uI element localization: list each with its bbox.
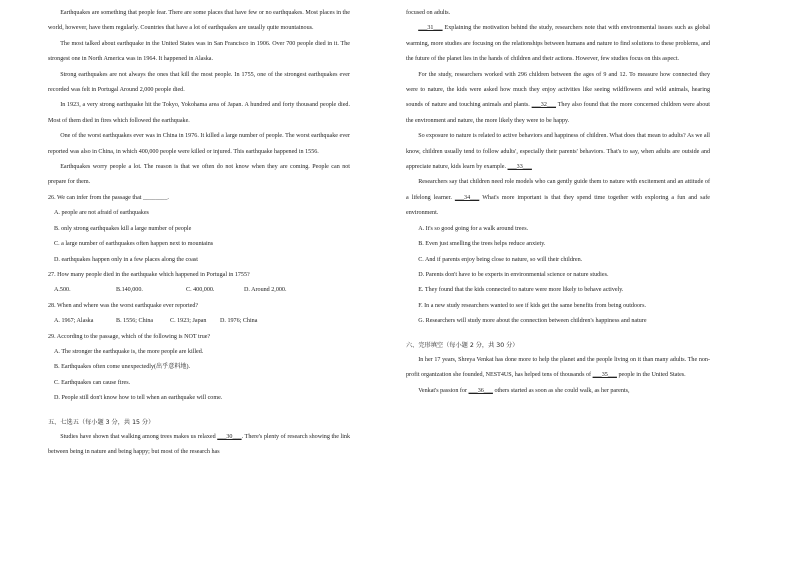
option-c: C. And if parents enjoy being close to nature, so will their children.: [418, 256, 583, 263]
passage-paragraph-2: The most talked about earthquake in the United States was in San Francisco in 1906. Over 700 people died in it. The strongest one in North America was in 1964. It happened in Alaska.: [48, 40, 350, 63]
passage-paragraph-1: Earthquakes are something that people fear. There are some places that have few or no earthquakes. Most places in the world, however, have them regularly. Countries that have a lot of earthquakes are usually quite mountainous.: [48, 10, 350, 32]
paragraph-32-text-a: For the study, researchers worked with 296 children between the ages of 9 and 12. To measure how connected they were to nature, the kids were asked how much they enjoy activities like seeing wildflowers and wild animals, hearing sounds of nature and touching animals and plants.: [406, 71, 710, 109]
paragraph-34-text-a: Researchers say that children need role models who can gently guide them to nature with excitement and an attitude of a lifelong learner.: [406, 179, 710, 201]
passage-paragraph-4: In 1923, a very strong earthquake hit the Tokyo, Yokohama area of Japan. A hundred and forty thousand people died. Most of them died in fires which followed the earthquake.: [48, 102, 350, 124]
question-26-option-c: C. a large number of earthquakes often happen next to mountains: [54, 241, 214, 248]
question-26-stem: 26. We can infer from the passage that ________.: [48, 194, 169, 201]
section-6-text-c: Venkat's passion for: [418, 387, 468, 394]
question-27-option-b: B.140,000.: [116, 287, 143, 294]
question-28-option-d: D. 1976; China: [220, 318, 258, 325]
question-26-option-d: D. earthquakes happen only in a few places along the coast: [54, 256, 198, 263]
question-27-option-a: A.500.: [54, 287, 71, 294]
blank-30: ___30___: [217, 433, 242, 440]
section-5-paragraph-1: [48, 430, 350, 461]
question-27-option-c: C. 400,000.: [186, 287, 215, 294]
section-5-title: 五、七选五（每小题 3 分，共 15 分）: [48, 418, 155, 426]
question-29-option-d: D. People still don't know how to tell when an earthquake will come.: [54, 395, 223, 402]
question-29-option-a: A. The stronger the earthquake is, the more people are killed.: [54, 348, 204, 355]
option-d: D. Parents don't have to be experts in environmental science or nature studies.: [418, 271, 609, 278]
section-6-text-a: In her 17 years, Shreya Venkat has done more to help the planet and the people living on it than many adults. The non-profit organization she founded, NEST4US, has helped tens of thousands of: [406, 356, 710, 379]
question-28-option-b: B. 1556; China: [116, 318, 154, 325]
paragraph-33: [406, 129, 710, 175]
question-28-option-c: C. 1923; Japan: [170, 318, 207, 325]
paragraph-34-text-b: What's more important is that they spend time together with exploring a fun and safe environment.: [406, 194, 710, 217]
paragraph-31: [406, 21, 710, 67]
blank-31: ___31___: [418, 25, 443, 32]
paragraph-32-text-b: They also found that the more concerned children were about the environment and nature, the more likely they were to be happy.: [406, 102, 710, 124]
question-29-option-c: C. Earthquakes can cause fires.: [54, 379, 131, 386]
section-6-text-b: people in the United States.: [616, 372, 686, 379]
passage-paragraph-6: Earthquakes worry people a lot. The reason is that we often do not know when they are coming. People can not prepare for them.: [48, 164, 350, 186]
option-e: E. They found that the kids connected to nature were more likely to behave actively.: [418, 287, 624, 294]
section-6-paragraph-2: [406, 384, 710, 399]
question-27-option-d: D. Around 2,000.: [244, 287, 287, 294]
question-26-option-a: A. people are not afraid of earthquakes: [54, 210, 149, 217]
section-5-text-b: . There's plenty of research showing the link between being in nature and being happy; but most of the research has: [48, 433, 350, 456]
blank-34: ___34___: [454, 194, 480, 201]
section-5-text-a: Studies have shown that walking among trees makes us relaxed: [60, 433, 216, 440]
left-column: [48, 0, 350, 461]
right-column: [406, 0, 710, 399]
option-g: G. Researchers will study more about the connection between children's happiness and nature: [418, 318, 647, 325]
section-6-paragraph-1: [406, 353, 710, 384]
question-28-stem: 28. When and where was the worst earthquake ever reported?: [48, 302, 199, 309]
section-6-title: 六、完形填空（每小题 2 分，共 30 分）: [406, 341, 519, 349]
section-6-text-d: others started as soon as she could walk, as her parents,: [492, 387, 630, 394]
blank-36: ___36___: [468, 387, 493, 394]
paragraph-32: [406, 68, 710, 130]
question-27-options: [48, 283, 350, 298]
paragraph-34: [406, 175, 710, 221]
option-a: A. It's so good going for a walk around trees.: [418, 225, 529, 232]
question-28-option-a: A. 1967; Alaska: [54, 318, 94, 325]
option-f: F. In a new study researchers wanted to see if kids get the same benefits from being outdoors.: [418, 302, 646, 309]
blank-35: ___35___: [592, 372, 617, 379]
blank-33: ___33___: [507, 164, 532, 171]
question-29-stem: 29. According to the passage, which of the following is NOT true?: [48, 333, 211, 340]
question-28-options: [48, 314, 350, 329]
passage-paragraph-3: Strong earthquakes are not always the ones that kill the most people. In 1755, one of the strongest earthquakes ever recorded was felt in Portugal Around 2,000 people died.: [48, 71, 350, 94]
question-26-option-b: B. only strong earthquakes kill a large number of people: [54, 225, 192, 232]
paragraph-33-text: So exposure to nature is related to active behaviors and happiness of children. What does that mean to adults? As we all know, children usually tend to follow adults', especially their parents' behaviors. That's to say, when adults are outside and appreciate nature, kids learn by example.: [406, 133, 710, 171]
continued-text: focused on adults.: [406, 10, 451, 16]
blank-32: ___32___: [531, 102, 557, 109]
question-29-option-b: B. Earthquakes often come unexpectedly(出乎意料地).: [54, 364, 191, 371]
question-27-stem: 27. How many people died in the earthquake which happened in Portugal in 1755?: [48, 271, 250, 278]
passage-paragraph-5: One of the worst earthquakes ever was in China in 1976. It killed a large number of people. The worst earthquake ever reported was also in China, in which 400,000 people were killed or injured. This earthquake happened in 1556.: [48, 133, 350, 155]
paragraph-31-text: Explaining the motivation behind the study, researchers note that with environmental issues such as global warming, more studies are focusing on the relationships between humans and nature to find solutions to these problems, and the future of the planet lies in the hands of children and their actions. However, few studies focus on this aspect.: [406, 25, 710, 63]
option-b: B. Even just smelling the trees helps reduce anxiety.: [418, 241, 546, 248]
